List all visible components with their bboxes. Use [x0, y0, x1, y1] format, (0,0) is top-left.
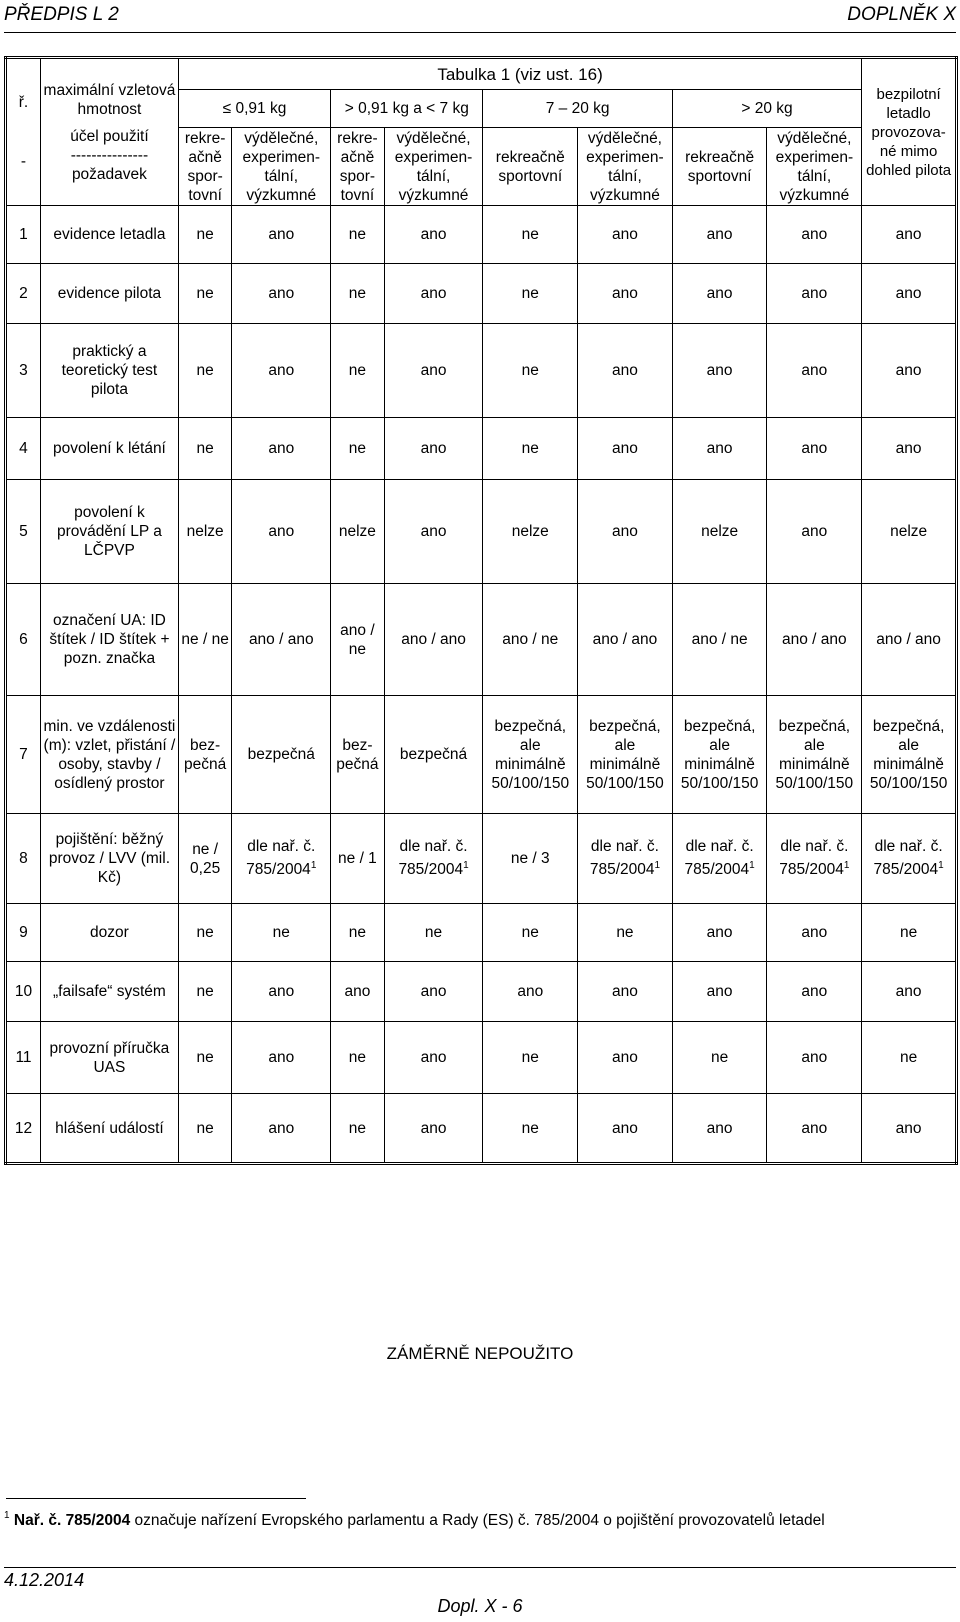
header-right: DOPLNĚK X: [847, 4, 956, 25]
table-cell: ne: [483, 904, 578, 962]
table-cell: ne: [178, 1022, 232, 1094]
footnote-ref: 1: [749, 860, 755, 872]
row-label: dozor: [40, 904, 178, 962]
table-cell: dle nař. č. 785/2004$^1$: [672, 814, 767, 904]
footnote-rule: [6, 1498, 306, 1499]
table-cell: bezpečná, ale minimálně 50/100/150: [767, 696, 862, 814]
table-cell: ano: [672, 1094, 767, 1164]
table-row: [6, 962, 957, 1022]
table-cell: ne: [483, 1022, 578, 1094]
table-cell: ne: [384, 904, 483, 962]
table-cell: ano: [232, 418, 331, 480]
table-cell: ano: [672, 418, 767, 480]
row-label: pojištění: běžný provoz / LVV (mil. Kč): [40, 814, 178, 904]
table-cell: ne / 1: [331, 814, 385, 904]
table-cell: nelze: [178, 480, 232, 584]
header-left: PŘEDPIS L 2: [4, 4, 119, 25]
purpose-1: rekre-ačně spor-tovní: [178, 128, 232, 206]
table-cell: ano: [232, 1022, 331, 1094]
table-cell: ano: [767, 480, 862, 584]
table-cell: ne: [862, 904, 957, 962]
table-cell: nelze: [672, 480, 767, 584]
table-cell: ano: [767, 1022, 862, 1094]
table-row: [6, 696, 957, 814]
table-cell: ano: [232, 962, 331, 1022]
table-cell: ano: [767, 1094, 862, 1164]
row-label: označení UA: ID štítek / ID štítek + pozn. značka: [40, 584, 178, 696]
requirement-label: požadavek: [71, 165, 147, 183]
purpose-3: rekre-ačně spor-tovní: [331, 128, 385, 206]
table-cell: ne: [578, 904, 673, 962]
weight-class-2: > 0,91 kg a < 7 kg: [331, 90, 483, 128]
table-cell: ano / ano: [384, 584, 483, 696]
table-cell: ano: [384, 418, 483, 480]
footer-rule: [4, 1567, 956, 1568]
row-label: praktický a teoretický test pilota: [40, 324, 178, 418]
table-cell: ano: [384, 324, 483, 418]
table-cell: bez-pečná: [178, 696, 232, 814]
bezpilotni-header: bezpilotní letadlo provozova-né mimo dohled pilota: [862, 58, 957, 206]
table-cell: ano: [331, 962, 385, 1022]
table-cell: ne: [178, 904, 232, 962]
row-label: hlášení událostí: [40, 1094, 178, 1164]
table-cell: ano: [232, 264, 331, 324]
footnote-number: 1: [4, 1510, 10, 1521]
table-cell: ne / 0,25: [178, 814, 232, 904]
table-cell: ano: [862, 418, 957, 480]
table-cell: ano: [483, 962, 578, 1022]
table-cell: ne: [483, 418, 578, 480]
table-cell: bezpečná: [232, 696, 331, 814]
table-cell: ne: [178, 206, 232, 264]
table-cell: ne: [232, 904, 331, 962]
table-cell: ano: [384, 962, 483, 1022]
table-cell: ano: [578, 1022, 673, 1094]
table-cell: ano: [862, 324, 957, 418]
table-cell: ano: [672, 264, 767, 324]
row-number: 11: [6, 1022, 41, 1094]
row-number: 9: [6, 904, 41, 962]
table-cell: ano: [767, 904, 862, 962]
table-cell: ano: [767, 264, 862, 324]
row-label: provozní příručka UAS: [40, 1022, 178, 1094]
table-cell: bezpečná, ale minimálně 50/100/150: [862, 696, 957, 814]
row-number: 5: [6, 480, 41, 584]
table-cell: bezpečná, ale minimálně 50/100/150: [578, 696, 673, 814]
row-label: evidence pilota: [40, 264, 178, 324]
table-cell: ne: [483, 206, 578, 264]
table-cell: ano: [767, 962, 862, 1022]
table-cell: ne: [178, 324, 232, 418]
footnote-ref: 1: [938, 860, 944, 872]
table-cell: ano / ne: [331, 584, 385, 696]
table-row: [6, 264, 957, 324]
footnote-ref: 1: [654, 860, 661, 872]
table-cell: bezpečná: [384, 696, 483, 814]
weight-class-1: ≤ 0,91 kg: [178, 90, 330, 128]
table-row: [6, 418, 957, 480]
table-row: [6, 1022, 957, 1094]
table-cell: ano: [384, 1094, 483, 1164]
row-number: 6: [6, 584, 41, 696]
table-cell: ano: [232, 324, 331, 418]
requirements-table: [4, 56, 958, 1165]
table-cell: ne: [178, 1094, 232, 1164]
use-label: účel použití: [70, 127, 149, 145]
purpose-2: výdělečné, experimen-tální, výzkumné: [232, 128, 331, 206]
footnote-text: označuje nařízení Evropského parlamentu a Rady (ES) č. 785/2004 o pojištění provozovatelů letadel: [130, 1512, 825, 1529]
table-cell: ano: [578, 264, 673, 324]
table-row: [6, 480, 957, 584]
table-cell: ano: [232, 480, 331, 584]
table-cell: ano / ne: [483, 584, 578, 696]
row-label: povolení k létání: [40, 418, 178, 480]
table-cell: ano: [862, 962, 957, 1022]
row-number: 1: [6, 206, 41, 264]
mass-label: maximální vzletová hmotnost: [43, 81, 176, 118]
table-cell: ano / ano: [767, 584, 862, 696]
weight-class-3: 7 – 20 kg: [483, 90, 672, 128]
footnote-bold: Nař. č. 785/2004: [13, 1512, 131, 1529]
table-cell: ano: [578, 962, 673, 1022]
table-cell: ano: [578, 324, 673, 418]
table-cell: dle nař. č. 785/2004$^1$: [384, 814, 483, 904]
footer-page-number: Dopl. X - 6: [437, 1596, 523, 1616]
table-cell: ne: [672, 1022, 767, 1094]
weight-class-4: > 20 kg: [672, 90, 861, 128]
footnote-ref: 1: [310, 860, 317, 872]
page-header: [4, 4, 956, 33]
table-cell: nelze: [331, 480, 385, 584]
purpose-4: výdělečné, experimen-tální, výzkumné: [384, 128, 483, 206]
footer-date: 4.12.2014: [4, 1570, 85, 1590]
table-cell: ano: [672, 324, 767, 418]
row-number: 3: [6, 324, 41, 418]
table-cell: bezpečná, ale minimálně 50/100/150: [672, 696, 767, 814]
row-number: 7: [6, 696, 41, 814]
table-cell: ano: [862, 1094, 957, 1164]
table-cell: ano: [232, 206, 331, 264]
table-cell: ne: [331, 324, 385, 418]
footnote-ref: 1: [843, 860, 850, 872]
row-num-label: ř.: [18, 94, 29, 111]
table-cell: ano: [672, 206, 767, 264]
table-cell: ano: [384, 264, 483, 324]
table-cell: dle nař. č. 785/2004$^1$: [232, 814, 331, 904]
corner-number-cell: [6, 58, 41, 206]
footnote: [4, 1512, 956, 1530]
row-number: 12: [6, 1094, 41, 1164]
row-number: 4: [6, 418, 41, 480]
table-cell: ano: [384, 1022, 483, 1094]
table-cell: ano: [862, 206, 957, 264]
dash-label: -: [20, 153, 27, 170]
table-caption: Tabulka 1 (viz ust. 16): [178, 58, 861, 90]
table-cell: ano: [578, 206, 673, 264]
table-cell: ne: [331, 1022, 385, 1094]
purpose-5: rekreačně sportovní: [483, 128, 578, 206]
table-cell: ne: [862, 1022, 957, 1094]
table-cell: ano / ano: [232, 584, 331, 696]
table-cell: ano: [862, 264, 957, 324]
table-cell: ne: [331, 904, 385, 962]
table-cell: ne: [331, 418, 385, 480]
table-cell: dle nař. č. 785/2004$^1$: [767, 814, 862, 904]
table-cell: ne: [331, 264, 385, 324]
table-cell: ano: [578, 1094, 673, 1164]
table-cell: ano: [672, 904, 767, 962]
table-cell: ano: [232, 1094, 331, 1164]
table-cell: dle nař. č. 785/2004$^1$: [578, 814, 673, 904]
table-row: [6, 584, 957, 696]
table-cell: dle nař. č. 785/2004$^1$: [862, 814, 957, 904]
table-row: [6, 1094, 957, 1164]
table-cell: nelze: [862, 480, 957, 584]
table-cell: ano: [767, 418, 862, 480]
table-row: [6, 814, 957, 904]
table-row: [6, 904, 957, 962]
caption-row: [6, 58, 957, 90]
row-number: 10: [6, 962, 41, 1022]
table-row: [6, 206, 957, 264]
row-label: povolení k provádění LP a LČPVP: [40, 480, 178, 584]
purpose-7: rekreačně sportovní: [672, 128, 767, 206]
purpose-6: výdělečné, experimen-tální, výzkumné: [578, 128, 673, 206]
table-cell: ne: [178, 962, 232, 1022]
row-label: „failsafe“ systém: [40, 962, 178, 1022]
table-cell: ne: [483, 324, 578, 418]
table-cell: ne: [483, 1094, 578, 1164]
table-cell: nelze: [483, 480, 578, 584]
table-cell: ano: [578, 480, 673, 584]
table-cell: ne / ne: [178, 584, 232, 696]
table-cell: ne: [178, 264, 232, 324]
purpose-8: výdělečné, experimen-tální, výzkumné: [767, 128, 862, 206]
table-cell: ano / ano: [578, 584, 673, 696]
table-cell: ano: [384, 480, 483, 584]
table-cell: ne: [178, 418, 232, 480]
table-row: [6, 324, 957, 418]
table-cell: ano / ne: [672, 584, 767, 696]
table-cell: bez-pečná: [331, 696, 385, 814]
table-cell: ne / 3: [483, 814, 578, 904]
footnote-ref: 1: [463, 860, 469, 872]
row-number: 2: [6, 264, 41, 324]
separator: ---------------: [70, 146, 149, 164]
row-label: evidence letadla: [40, 206, 178, 264]
table-cell: ne: [331, 206, 385, 264]
table-cell: bezpečná, ale minimálně 50/100/150: [483, 696, 578, 814]
table-cell: ano / ano: [862, 584, 957, 696]
row-label: min. ve vzdálenosti (m): vzlet, přistání / osoby, stavby / osídlený prostor: [40, 696, 178, 814]
table-cell: ne: [483, 264, 578, 324]
intentionally-unused-label: ZÁMĚRNĚ NEPOUŽITO: [386, 1344, 574, 1363]
table-cell: ano: [767, 206, 862, 264]
table-cell: ano: [384, 206, 483, 264]
table-cell: ano: [578, 418, 673, 480]
row-number: 8: [6, 814, 41, 904]
table-cell: ano: [767, 324, 862, 418]
table-cell: ne: [331, 1094, 385, 1164]
table-cell: ano: [672, 962, 767, 1022]
corner-label-cell: [40, 58, 178, 206]
